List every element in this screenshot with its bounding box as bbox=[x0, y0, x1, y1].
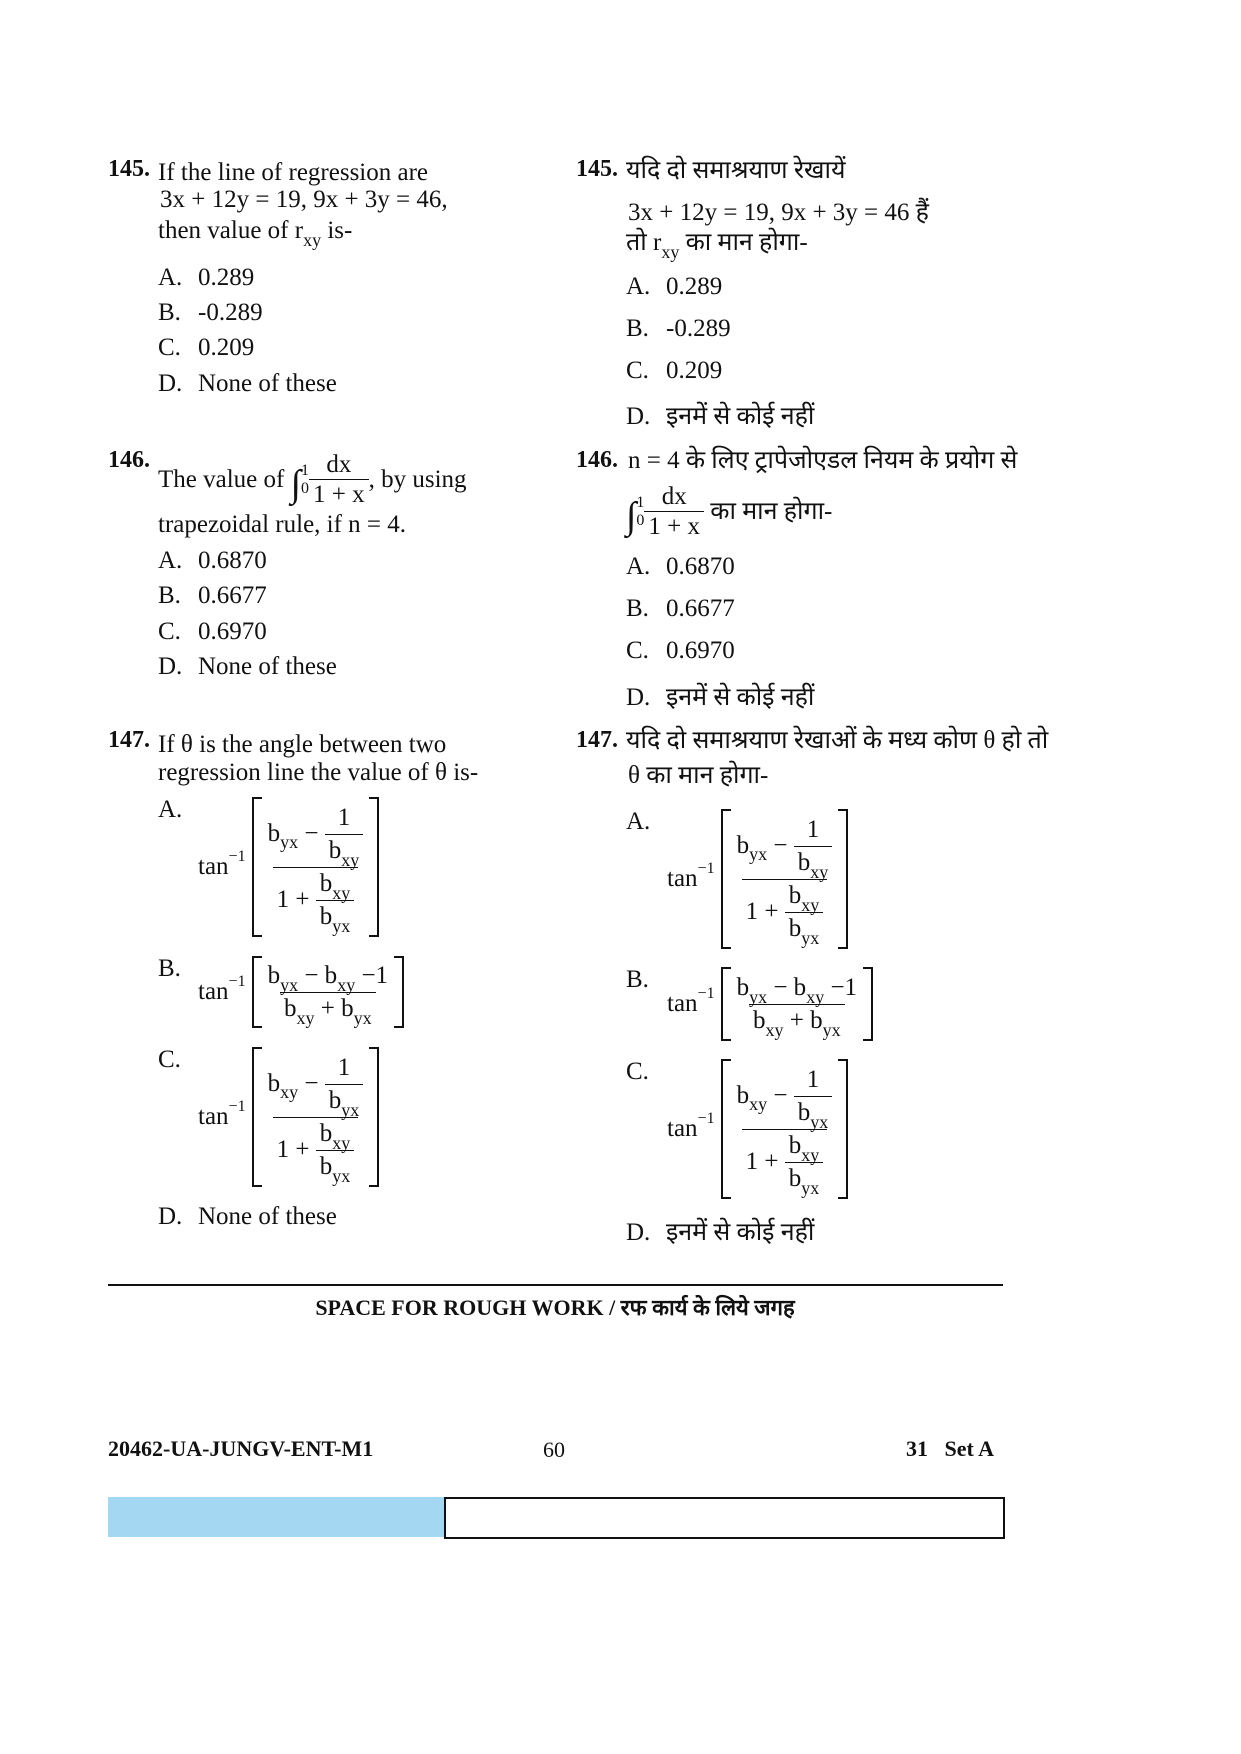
set-label: 31 Set A bbox=[906, 1436, 994, 1461]
q145-option-c-en[interactable]: C. 0.209 bbox=[158, 334, 255, 361]
q145-ask-en: then value of $r_{xy}$ is- bbox=[158, 217, 353, 250]
q147-number-hi: 147. bbox=[576, 727, 618, 753]
q146-option-c-hi[interactable]: C. 0.6970 bbox=[626, 637, 735, 664]
q147-option-b-label-hi[interactable]: B. bbox=[626, 966, 649, 993]
q145-number-hi: 145. bbox=[576, 156, 618, 182]
q146-option-d-en[interactable]: D. None of these bbox=[158, 653, 337, 680]
q147-option-c-hi[interactable]: tan −1 b xy − $\frac{1}{b_{yx}}$ 1 + $\frac{b_{xy}}{b_{yx}}$ bbox=[667, 1058, 848, 1200]
integral-sign-hi: ∫ bbox=[626, 494, 637, 537]
q146-text-hi: n = 4 के लिए ट्रापेजोएडल नियम के प्रयोग से bbox=[628, 447, 1018, 474]
rough-work-label: SPACE FOR ROUGH WORK / रफ कार्य के लिये जगह bbox=[315, 1295, 795, 1320]
q147-option-c-label-en[interactable]: C. bbox=[158, 1046, 181, 1073]
q145-option-b-hi[interactable]: B. -0.289 bbox=[626, 315, 731, 342]
q146-number-hi: 146. bbox=[576, 447, 618, 473]
q147-option-a-label-hi[interactable]: A. bbox=[626, 808, 651, 835]
q145-ask-hi: तो $r_{xy}$ का मान होगा- bbox=[626, 229, 808, 262]
q147-option-c-label-hi[interactable]: C. bbox=[626, 1058, 649, 1085]
q147-option-a-hi[interactable]: tan −1 b yx − $\frac{1}{b_{xy}}$ 1 + $\frac{b_{xy}}{b_{yx}}$ bbox=[667, 808, 848, 950]
page-number: 60 bbox=[543, 1437, 565, 1462]
footer-shaded-bar bbox=[108, 1497, 444, 1537]
q145-option-d-en[interactable]: D. None of these bbox=[158, 370, 337, 397]
integral-limits: 1 0 bbox=[301, 461, 310, 497]
q146-text2-en: trapezoidal rule, if n = 4. bbox=[158, 511, 407, 538]
q145-equation-en: 3x + 12y = 19, 9x + 3y = 46, bbox=[160, 186, 448, 213]
rough-work-divider bbox=[108, 1284, 1003, 1286]
q146-option-c-en[interactable]: C. 0.6970 bbox=[158, 618, 267, 645]
q145-option-a-hi[interactable]: A. 0.289 bbox=[626, 273, 723, 300]
q145-option-b-en[interactable]: B. -0.289 bbox=[158, 299, 263, 326]
q145-option-d-hi[interactable]: D. इनमें से कोई नहीं bbox=[626, 403, 815, 430]
q146-option-b-hi[interactable]: B. 0.6677 bbox=[626, 595, 735, 622]
q147-option-b-en[interactable]: tan −1 $\frac{b_{yx} - b_{xy} -1}{b_{xy} + b_{yx}}$ bbox=[198, 955, 404, 1029]
q146-text-en: The value of ∫ 1 0 $\frac{dx}{1 + x}$ , by using bbox=[158, 451, 467, 508]
q145-text-hi: यदि दो समाश्रयाण रेखायें bbox=[626, 157, 846, 184]
footer-empty-box bbox=[444, 1497, 1005, 1539]
q147-option-a-label-en[interactable]: A. bbox=[158, 796, 183, 823]
paper-code: 20462-UA-JUNGV-ENT-M1 bbox=[108, 1436, 374, 1461]
q146-option-a-en[interactable]: A. 0.6870 bbox=[158, 547, 267, 574]
q147-text2-en: regression line the value of θ is- bbox=[158, 759, 479, 786]
q147-option-b-hi[interactable]: tan −1 $\frac{b_{yx} - b_{xy} -1}{b_{xy} + b_{yx}}$ bbox=[667, 966, 873, 1042]
q145-equation-hi: 3x + 12y = 19, 9x + 3y = 46 हैं bbox=[628, 199, 929, 226]
q147-option-b-label-en[interactable]: B. bbox=[158, 955, 181, 982]
q146-integral-hi: ∫ 1 0 $\frac{dx}{1 + x}$ का मान होगा- bbox=[626, 483, 833, 540]
q146-number-en: 146. bbox=[108, 447, 150, 473]
q147-text-en: If θ is the angle between two bbox=[158, 731, 447, 758]
integrand-fraction-hi: $\frac{dx}{1 + x}$ bbox=[644, 484, 704, 539]
q147-text2-hi: θ का मान होगा- bbox=[628, 762, 769, 789]
q145-option-c-hi[interactable]: C. 0.209 bbox=[626, 357, 723, 384]
q147-number-en: 147. bbox=[108, 727, 150, 753]
q147-option-c-en[interactable]: tan −1 b xy − $\frac{1}{b_{yx}}$ 1 + $\frac{b_{xy}}{b_{yx}}$ bbox=[198, 1046, 379, 1188]
q145-option-a-en[interactable]: A. 0.289 bbox=[158, 264, 255, 291]
q147-text-hi: यदि दो समाश्रयाण रेखाओं के मध्य कोण θ हो तो bbox=[626, 727, 1049, 754]
integral-sign: ∫ bbox=[290, 462, 302, 505]
q147-option-d-en[interactable]: D. None of these bbox=[158, 1203, 337, 1230]
q147-option-a-en[interactable]: tan −1 b yx − $\frac{1}{b_{xy}}$ 1 + $\frac{b_{xy}}{b_{yx}}$ bbox=[198, 796, 379, 938]
integral-limits-hi: 1 0 bbox=[636, 493, 645, 529]
q146-option-b-en[interactable]: B. 0.6677 bbox=[158, 582, 267, 609]
q145-number-en: 145. bbox=[108, 156, 150, 182]
q146-option-a-hi[interactable]: A. 0.6870 bbox=[626, 553, 735, 580]
q147-option-d-hi[interactable]: D. इनमें से कोई नहीं bbox=[626, 1219, 815, 1246]
q146-option-d-hi[interactable]: D. इनमें से कोई नहीं bbox=[626, 684, 815, 711]
q145-text-en: If the line of regression are bbox=[158, 159, 429, 186]
integrand-fraction: $\frac{dx}{1 + x}$ bbox=[309, 452, 369, 507]
